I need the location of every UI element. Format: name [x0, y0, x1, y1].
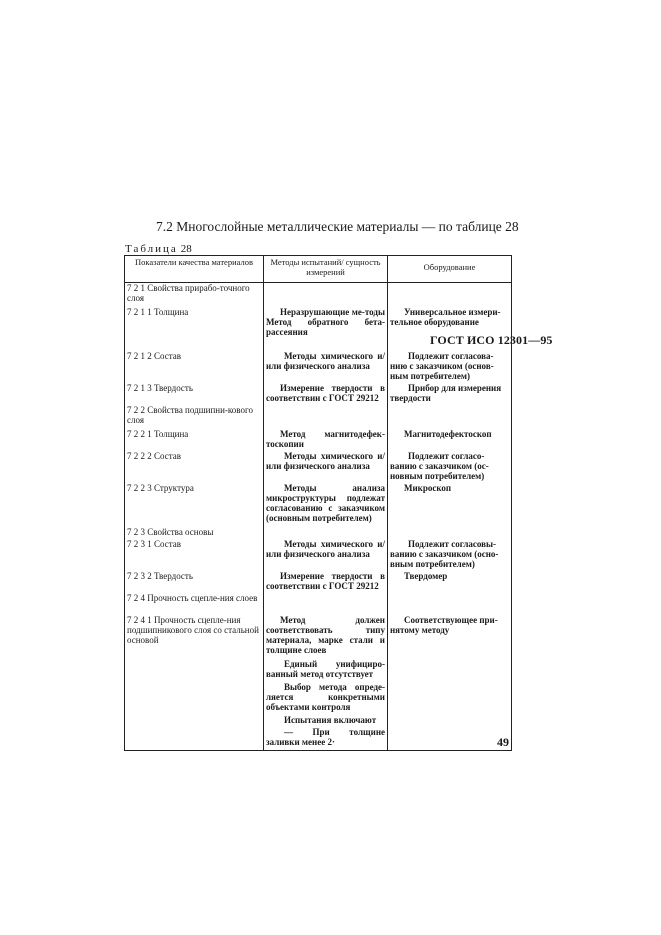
table-row	[125, 405, 512, 429]
method-cell	[264, 571, 388, 593]
indicator-cell: 7 2 1 2 Состав	[125, 351, 264, 383]
method-cell	[264, 615, 388, 659]
method-text: Единый унифициро-ванный метод отсутствует	[266, 658, 385, 679]
table-caption	[125, 243, 192, 255]
table-row	[125, 715, 512, 727]
column-header-equipment: Оборудование	[388, 256, 512, 283]
equipment-cell	[388, 283, 512, 307]
method-cell	[264, 283, 388, 307]
method-text: Неразрушающие ме-тоды Метод обратного бета-рассеяния	[266, 306, 385, 337]
table-row	[125, 727, 512, 751]
equipment-text: Универсальное измери-тельное оборудование	[390, 306, 501, 327]
indicator-cell: 7 2 1 Свойства прирабо-точного слоя	[125, 283, 264, 307]
indicator-cell: 7 2 3 Свойства основы	[125, 527, 264, 539]
table-row	[125, 615, 512, 659]
quality-indicators-table	[124, 255, 512, 751]
table-row	[125, 283, 512, 307]
table-row	[125, 571, 512, 593]
table-row	[125, 682, 512, 715]
document-code-header: ГОСТ ИСО 12301—95	[430, 333, 553, 347]
equipment-text: Соответствующее при-нятому методу	[390, 614, 498, 635]
equipment-cell	[388, 593, 512, 615]
indicator-cell	[125, 682, 264, 715]
method-text: Метод магнитодефек-тоскопии	[266, 428, 385, 449]
indicator-cell: 7 2 1 3 Твердость	[125, 383, 264, 405]
method-cell	[264, 527, 388, 539]
table-row	[125, 429, 512, 451]
method-cell	[264, 539, 388, 571]
equipment-cell	[388, 682, 512, 715]
equipment-text: Микроскоп	[404, 482, 452, 493]
equipment-cell	[388, 659, 512, 682]
method-cell	[264, 451, 388, 483]
table-row	[125, 483, 512, 527]
table-row	[125, 593, 512, 615]
indicator-cell: 7 2 4 1 Прочность сцепле-ния подшипникового слоя со стальной основой	[125, 615, 264, 659]
table-row	[125, 307, 512, 351]
method-text: Выбор метода опреде-ляется конкретными объектами контроля	[266, 681, 385, 712]
method-cell	[264, 727, 388, 751]
method-cell	[264, 429, 388, 451]
indicator-cell: 7 2 3 1 Состав	[125, 539, 264, 571]
column-header-indicators: Показатели качества материалов	[125, 256, 264, 283]
method-text: Методы химического и/или физического анализа	[266, 538, 385, 559]
page-number: 49	[497, 735, 509, 749]
table-caption-word: Таблица	[125, 243, 178, 255]
method-cell	[264, 682, 388, 715]
equipment-cell	[388, 307, 512, 351]
method-text: Испытания включают	[284, 714, 377, 725]
indicator-cell: 7 2 2 Свойства подшипни-кового слоя	[125, 405, 264, 429]
table-row	[125, 659, 512, 682]
equipment-text: Подлежит согласова-нию с заказчиком (основ-ным потребителем)	[390, 350, 494, 381]
method-text: Измерение твердости в соответствии с ГОСТ 29212	[266, 570, 385, 591]
table-row	[125, 527, 512, 539]
method-text: Методы химического и/или физического анализа	[266, 350, 385, 371]
equipment-cell	[388, 571, 512, 593]
equipment-cell	[388, 429, 512, 451]
equipment-cell	[388, 615, 512, 659]
method-cell	[264, 715, 388, 727]
indicator-cell: 7 2 2 1 Толщина	[125, 429, 264, 451]
equipment-text: Прибор для измерения твердости	[390, 382, 502, 403]
method-cell	[264, 351, 388, 383]
table-row	[125, 451, 512, 483]
table-row	[125, 539, 512, 571]
equipment-cell	[388, 527, 512, 539]
equipment-cell	[388, 351, 512, 383]
column-header-methods: Методы испытаний/ сущность измерений	[264, 256, 388, 283]
method-cell	[264, 483, 388, 527]
method-text: — При толщине заливки менее 2·	[266, 726, 385, 747]
indicator-cell: 7 2 3 2 Твердость	[125, 571, 264, 593]
equipment-cell	[388, 383, 512, 405]
equipment-cell	[388, 405, 512, 429]
indicator-cell	[125, 727, 264, 751]
equipment-cell	[388, 727, 512, 751]
table-caption-number: 28	[180, 243, 192, 255]
table-row	[125, 351, 512, 383]
table-header-row	[125, 256, 512, 283]
equipment-cell	[388, 715, 512, 727]
equipment-text: Твердомер	[404, 570, 448, 581]
indicator-cell	[125, 659, 264, 682]
method-cell	[264, 405, 388, 429]
equipment-cell	[388, 539, 512, 571]
indicator-cell: 7 2 4 Прочность сцепле-ния слоев	[125, 593, 264, 615]
indicator-cell: 7 2 2 2 Состав	[125, 451, 264, 483]
method-text: Методы анализа микроструктуры подлежат согласованию с заказчиком (основным потребителем)	[266, 482, 385, 523]
method-cell	[264, 659, 388, 682]
section-title: 7.2 Многослойные металлические материалы — по таблице 28	[156, 219, 519, 234]
method-cell	[264, 383, 388, 405]
equipment-cell	[388, 451, 512, 483]
method-text: Измерение твердости в соответствии с ГОСТ 29212	[266, 382, 385, 403]
equipment-text: Подлежит согласовы-ванию с заказчиком (осно-вным потребителем)	[390, 538, 499, 569]
method-text: Методы химического и/или физического анализа	[266, 450, 385, 471]
equipment-text: Магнитодефектоскоп	[404, 428, 492, 439]
method-cell	[264, 593, 388, 615]
indicator-cell: 7 2 1 1 Толщина	[125, 307, 264, 351]
method-cell	[264, 307, 388, 351]
indicator-cell: 7 2 2 3 Структура	[125, 483, 264, 527]
method-text: Метод должен соответствовать типу материала, марке стали и толщине слоев	[266, 614, 385, 655]
table-row	[125, 383, 512, 405]
indicator-cell	[125, 715, 264, 727]
equipment-cell	[388, 483, 512, 527]
equipment-text: Подлежит согласо-ванию с заказчиком (ос-новным потребителем)	[390, 450, 489, 481]
